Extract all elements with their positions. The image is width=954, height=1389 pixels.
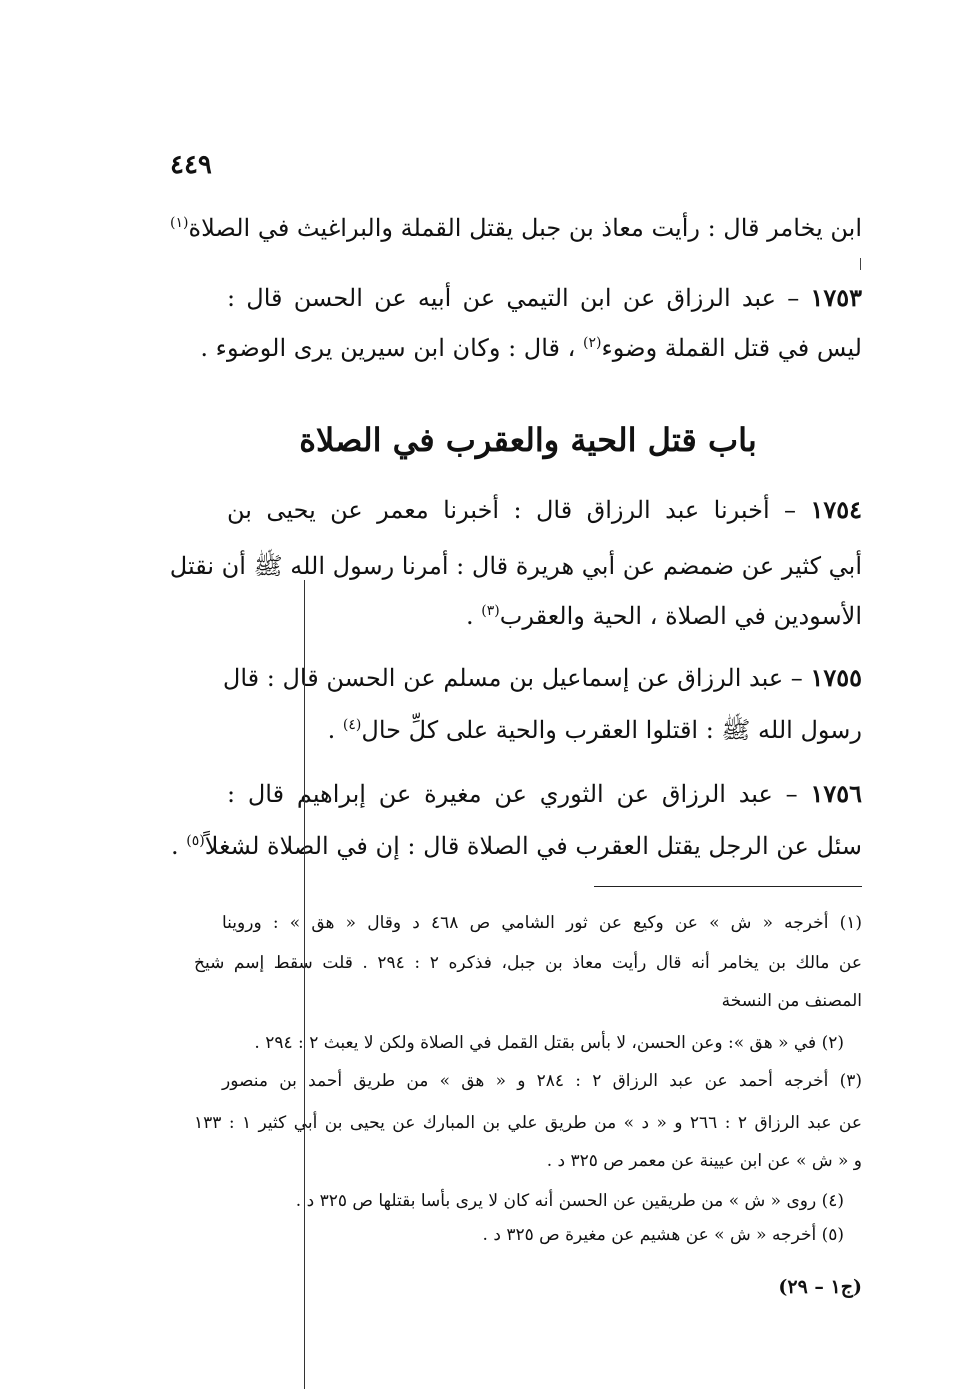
chapter-title: باب قتل الحية والعقرب في الصلاة <box>299 421 757 459</box>
hadith-1755-end: . <box>327 716 336 744</box>
hadith-1753-dash: – <box>787 284 800 312</box>
hadith-1755-number: ١٧٥٥ <box>810 663 862 692</box>
hadith-1756-end: . <box>171 832 179 860</box>
hadith-1755-line2 <box>194 714 862 746</box>
hadith-1755-dash: – <box>790 664 803 692</box>
hadith-1754-line1 <box>227 494 862 526</box>
footnote-3-line3: و « ش » عن ابن عيينة عن معمر ص ٣٢٥ د . <box>546 1151 862 1171</box>
hadith-1754-text1: أخبرنا عبد الرزاق قال : أخبرنا معمر عن يحيى بن <box>227 496 770 524</box>
page-number: ٤٤٩ <box>170 150 212 180</box>
hadith-1756-line2 <box>171 830 862 862</box>
footnote-ref-1: (١) <box>170 215 189 231</box>
hadith-1753-number: ١٧٥٣ <box>810 283 862 312</box>
hadith-1756-line1 <box>227 778 862 810</box>
hadith-1754-line2 <box>169 550 862 582</box>
hadith-1755-line1 <box>222 662 862 694</box>
hadith-1754-number: ١٧٥٤ <box>810 495 862 524</box>
footnote-ref-2: (٢) <box>583 335 602 351</box>
footnote-2: (٢) في « هق »: وعن الحسن، لا بأس بقتل القمل في الصلاة ولكن لا يعبث ٢ : ٢٩٤ . <box>254 1033 844 1053</box>
hadith-1754-text3: الأسودين في الصلاة ، الحية والعقرب <box>499 602 862 630</box>
footnote-1-line2: عن مالك بن يخامر أنه قال رأيت معاذ بن جبل، فذكره ٢ : ٢٩٤ . قلت سقط إسم شيخ <box>194 953 862 973</box>
hadith-1754-dash: – <box>784 496 797 524</box>
footnote-4: (٤) روى « ش » من طريقين عن الحسن أنه كان لا يرى بأسا بقتلها ص ٣٢٥ د . <box>295 1191 844 1211</box>
continuation-text: ابن يخامر قال : رأيت معاذ بن جبل يقتل القملة والبراغيث في الصلاة <box>188 214 862 242</box>
hadith-1754-line3 <box>194 600 862 632</box>
hadith-1756-text1: عبد الرزاق عن الثوري عن مغيرة عن إبراهيم قال : <box>227 780 773 808</box>
continuation-line <box>170 212 862 244</box>
footnote-3-line1: (٣) أخرجه أحمد عن عبد الرزاق ٢ : ٢٨٤ و « هق » من طريق أحمد بن منصور <box>222 1071 862 1091</box>
hadith-1756-text2: سئل عن الرجل يقتل العقرب في الصلاة قال : إن في الصلاة لشغلاً <box>204 832 862 860</box>
footnote-separator <box>594 886 862 887</box>
footnote-5: (٥) أخرجه « ش » عن هشيم عن مغيرة ص ٣٢٥ د . <box>482 1225 844 1245</box>
volume-signature: (ج١ – ٢٩) <box>778 1276 862 1298</box>
footnote-1-line3: المصنف من النسخة <box>721 991 862 1011</box>
hadith-1754-text2: أبي كثير عن ضمضم عن أبي هريرة قال : أمرنا رسول الله ﷺ أن نقتل <box>169 552 862 580</box>
footnote-ref-4: (٤) <box>342 717 362 733</box>
footnote-ref-5: (٥) <box>186 833 205 849</box>
hadith-1753-text2b: ، قال : وكان ابن سيرين يرى الوضوء . <box>200 334 576 362</box>
hadith-1753-text1: عبد الرزاق عن ابن التيمي عن أبيه عن الحسن قال : <box>227 284 776 312</box>
hadith-1755-text1: عبد الرزاق عن إسماعيل بن مسلم عن الحسن قال : قال <box>222 664 784 692</box>
hadith-1756-dash: – <box>785 780 798 808</box>
hadith-1755-text2: رسول الله ﷺ : اقتلوا العقرب والحية على كلِّ حال <box>361 716 862 744</box>
footnote-ref-3: (٣) <box>481 603 500 619</box>
footnote-3-line2: عن عبد الرزاق ٢ : ٢٦٦ و « د » من طريق علي بن المبارك عن يحيى بن أبي كثير ١ : ١٣٣ <box>194 1113 862 1133</box>
scan-artifact-line <box>304 580 305 1389</box>
hadith-1753-text2a: ليس في قتل القملة وضوء <box>601 334 862 362</box>
hadith-1756-number: ١٧٥٦ <box>810 779 862 808</box>
edge-mark <box>860 258 861 270</box>
hadith-1754-end: . <box>465 602 474 630</box>
footnote-1-line1: (١) أخرجه « ش » عن وكيع عن ثور الشامي ص ٤٦٨ د وقال « هق » : وروينا <box>222 913 863 933</box>
hadith-1753-line1 <box>227 282 862 314</box>
hadith-1753-line2 <box>194 332 862 364</box>
